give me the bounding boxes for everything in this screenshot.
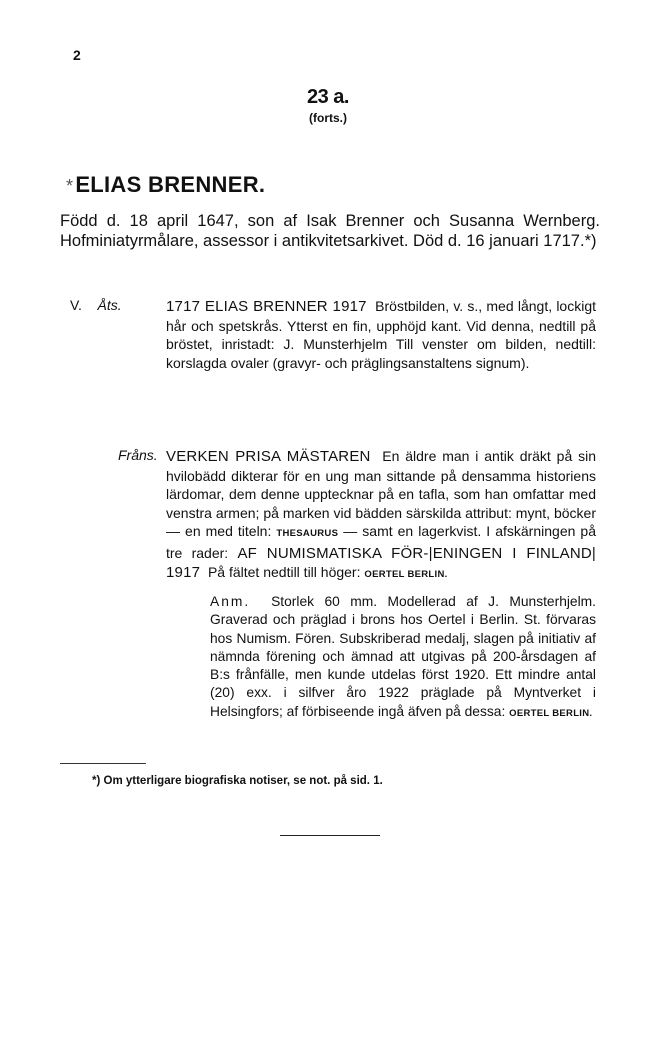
heading-mark: * [66,176,74,196]
remark-text: Storlek 60 mm. Modellerad af J. Munsterhjelm. Graverad och präglad i brons hos Oertel i Berlin. St. förvaras hos Numism. Fören. Subskriberad medalj, slagen på initiativ af nämnda förening och ämnad att utgivas på 200-årsdagen af B:s frånfälle, men kunde utdelas först 1920. Ett mindre antal (20) exx. i silfver åro 1922 präglade på Myntverket i Helsingfors; af förbiseende ingå äfven på dessa: [210,594,596,719]
page-number: 2 [73,47,81,63]
reverse-text-1: En äldre man i antik dräkt på sin hvilobädd dikterar för en ung man sittande på densamma historiens lärdomar, dem denne upptecknar på en tafla, som han omfattar med venstra armen; på marken vid bädden särskilda attribut: mynt, böcker — en med titeln: [166,448,596,539]
footnote-divider [60,763,146,764]
obverse-label-text: Åts. [97,297,122,313]
exergue-year: 1917 [166,564,201,581]
reverse-legend: VERKEN PRISA MÄSTAREN [166,448,371,465]
obverse-legend: 1717 ELIAS BRENNER 1917 [166,298,367,315]
catalog-number: 23 a. [307,86,349,108]
end-divider [280,835,380,836]
remark-paragraph [210,593,596,723]
reverse-description [166,447,596,585]
reverse-signature: OERTEL BERLIN. [364,569,448,580]
biography-paragraph: Född d. 18 april 1647, son af Isak Brenner och Susanna Wernberg. Hofminiatyrmålare, assessor i antikvitetsarkivet. Död d. 16 januari 1717.*) [60,212,600,250]
remark-label: Anm. [210,594,251,609]
reverse-label-text: Fråns. [118,447,158,463]
obverse-label [70,297,122,313]
entry-heading [66,172,265,198]
obverse-label-prefix: V. [70,297,82,313]
obverse-text: Bröstbilden, v. s., med långt, lockigt hår och spetskrås. Ytterst en fin, upphöjd kant. Vid denna, nedtill på bröstet, inristadt: J. Munsterhjelm Till venster om bilden, nedtill: korslagda ovaler (gravyr- och präglingsanstaltens signum). [166,298,597,371]
exergue-legend: AF NUMISMATISKA FÖR-|ENINGEN I FINLAND| [237,544,596,562]
reverse-text-3: På fältet nedtill till höger: [207,564,361,580]
remark-signature: OERTEL BERLIN. [509,707,593,719]
reverse-text-2: — samt en lagerkvist. I afskärningen på tre rader: [166,523,596,561]
heading-name: ELIAS BRENNER. [75,172,266,197]
obverse-description [166,297,596,372]
continuation-label: (forts.) [309,111,347,125]
thesaurus-title: THESAURUS [276,528,339,539]
reverse-label [118,447,158,463]
footnote: *) Om ytterligare biografiska notiser, se not. på sid. 1. [92,775,383,787]
